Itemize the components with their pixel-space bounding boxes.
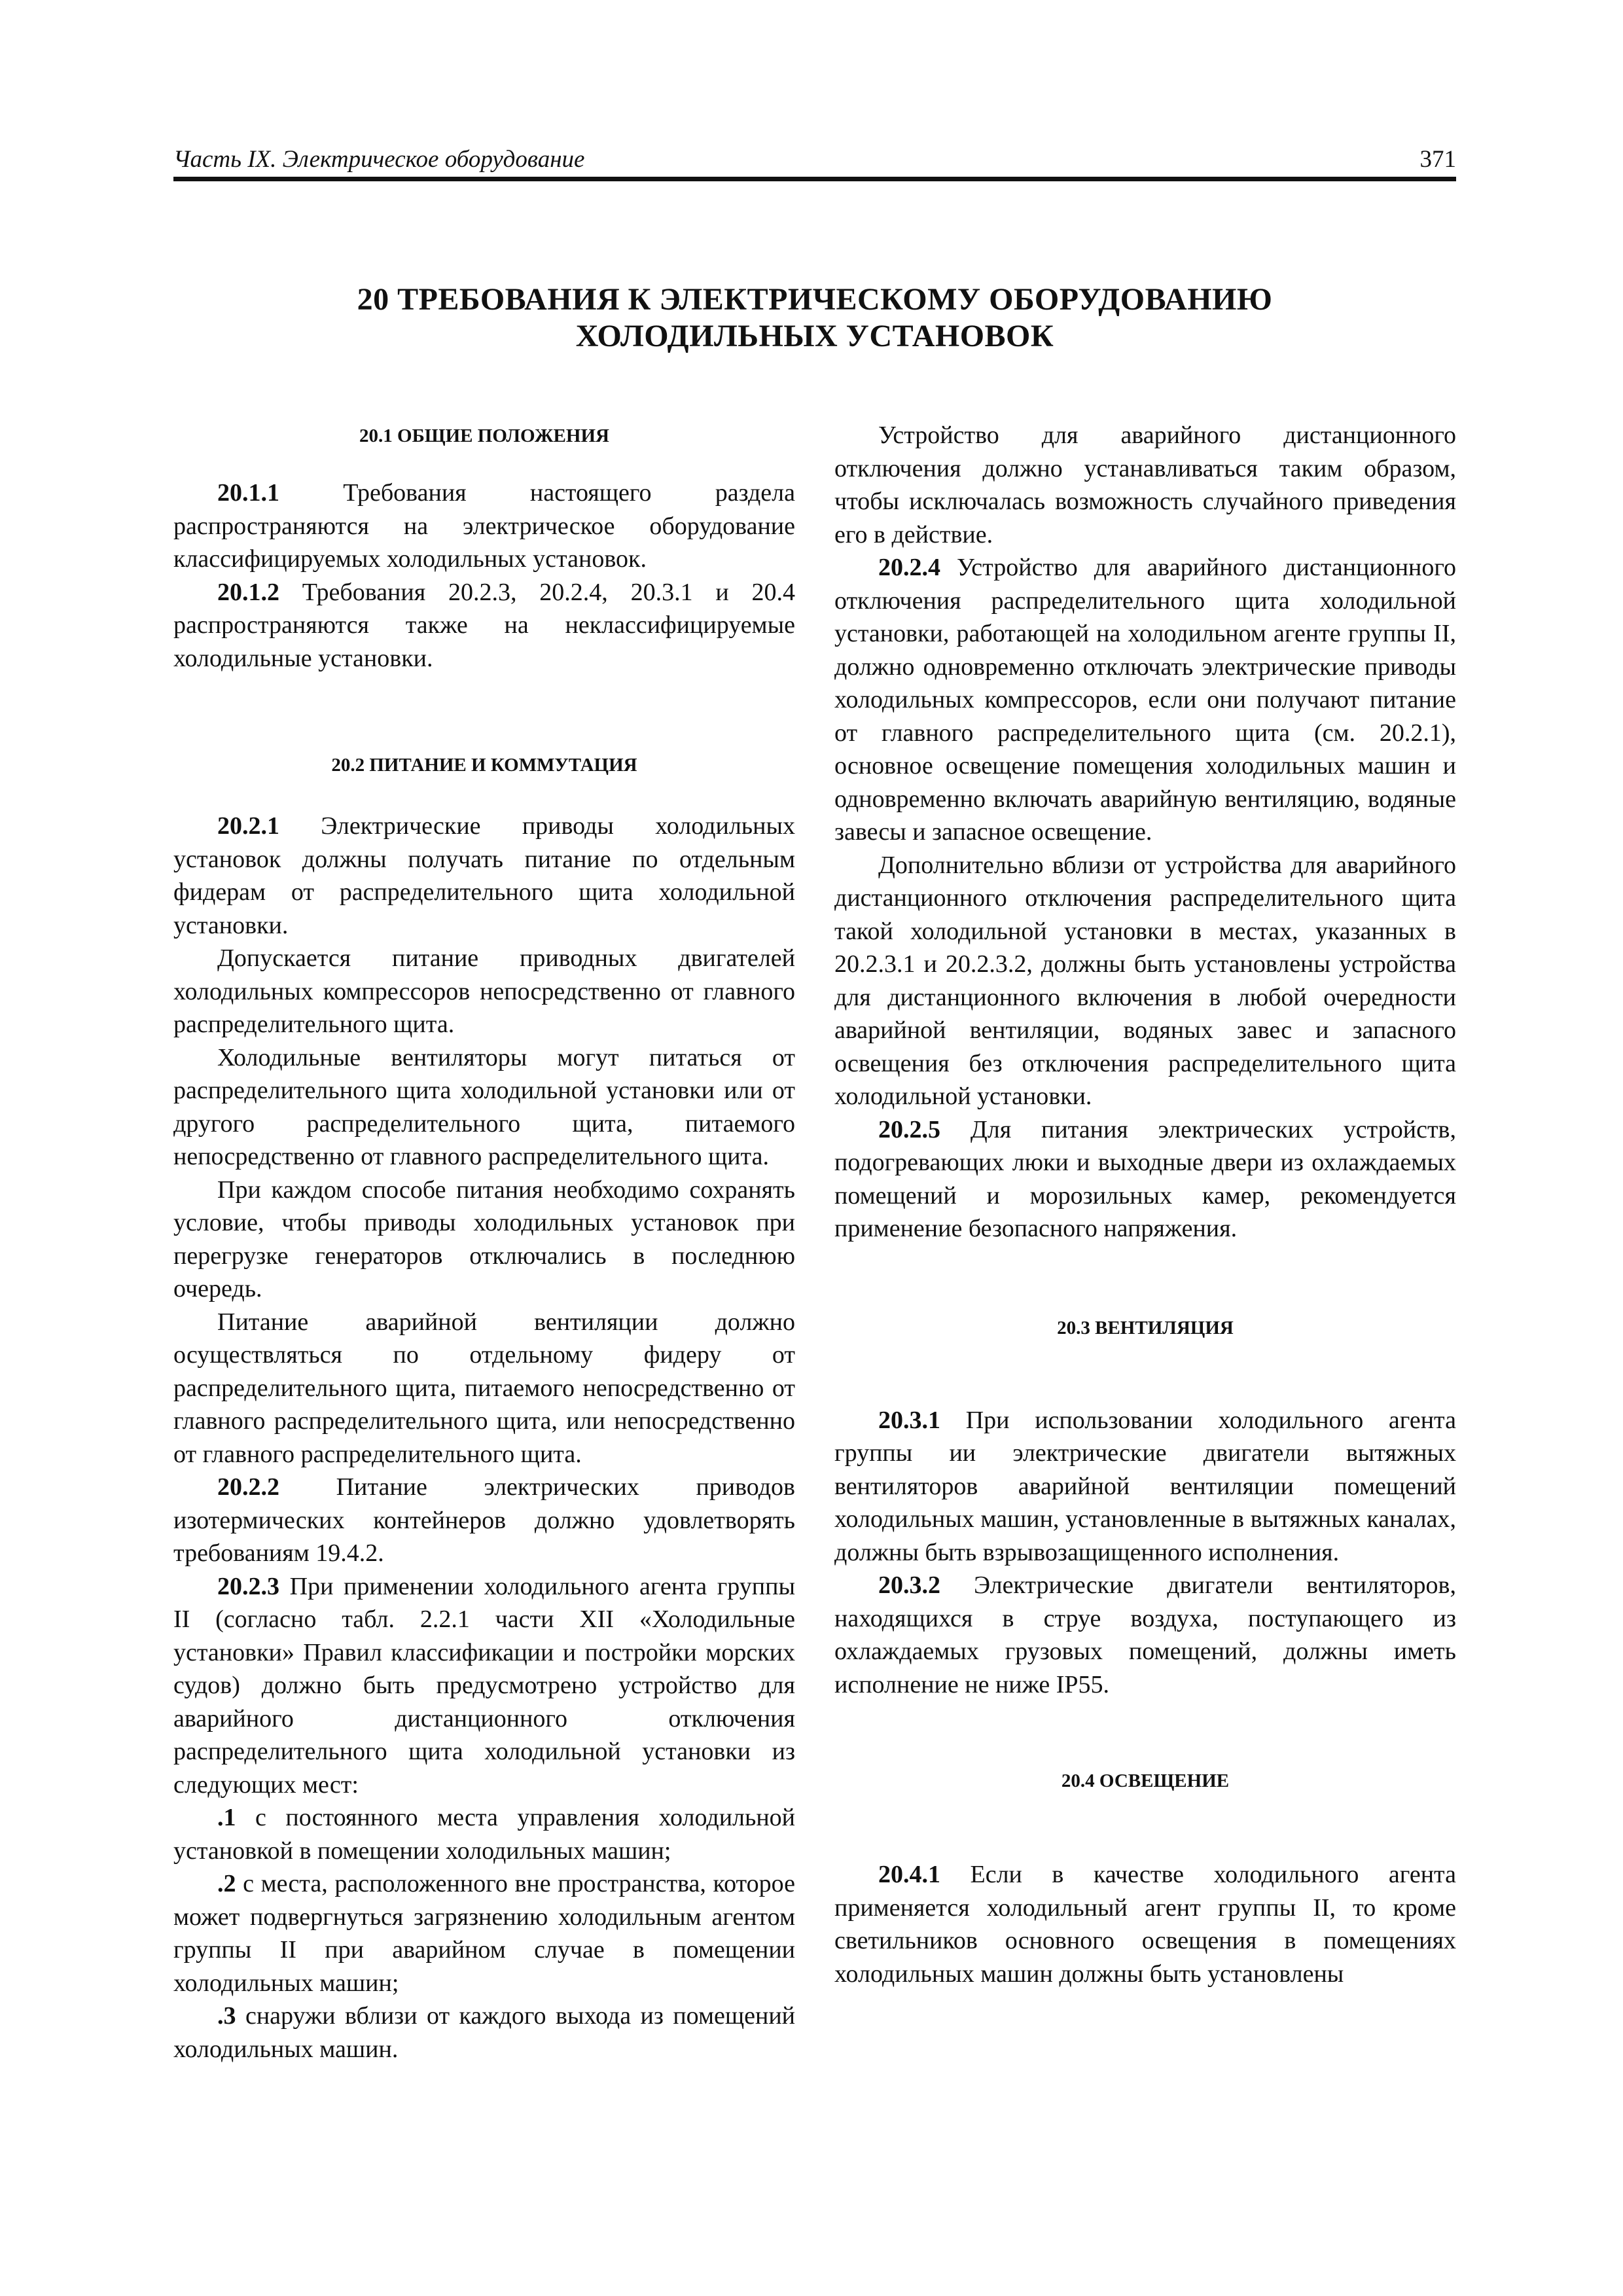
section-heading-20-3: 20.3 ВЕНТИЛЯЦИЯ (1057, 1317, 1234, 1338)
header-rule (173, 177, 1456, 181)
clause-text: Электрические двигатели вентиляторов, находящихся в струе воздуха, поступающего из охлаждаемых грузовых помещений, должны иметь исполнение не ниже IP55. (834, 1571, 1456, 1698)
list-item-2 (173, 1867, 795, 2000)
clause-text: Электрические приводы холодильных установок должны получать питание по отдельным фидерам от распределительного щита холодильной установки. (173, 812, 795, 939)
clause-number: 20.2.4 (878, 554, 940, 581)
paragraph-20-1-1 (173, 476, 795, 576)
left-column (173, 419, 795, 2066)
clause-number: 20.2.1 (217, 812, 279, 840)
clause-text: Устройство для аварийного дистанционного отключения распределительного щита холодильной установки, работающей на холодильном агенте группы II, должно одновременно отключать электрические приводы холодильных компрессоров, если они получают питание от главного распределительного щита (см. 20.2.1), основное освещение помещения холодильных машин и одновременно включать аварийную вентиляцию, водяные завесы и запасное освещение. (834, 554, 1456, 846)
section-heading-20-4: 20.4 ОСВЕЩЕНИЕ (1061, 1770, 1230, 1791)
clause-number: 20.1.2 (217, 578, 279, 606)
paragraph-20-2-1 (173, 810, 795, 942)
paragraph-20-3-2 (834, 1569, 1456, 1701)
clause-number: 20.3.1 (878, 1406, 940, 1434)
clause-text: При применении холодильного агента группы II (согласно табл. 2.2.1 части XII «Холодильные установки» Правил классификации и постройки морских судов) должно быть предусмотрено устройство для аварийного дистанционного отключения распределительного щита холодильной установки из следующих мест: (173, 1572, 795, 1799)
page-number: 371 (1419, 146, 1456, 173)
header-part-title: Часть IX. Электрическое оборудование (173, 146, 585, 173)
paragraph-20-2-4 (834, 551, 1456, 849)
paragraph-emergency-ventilation-supply: Питание аварийной вентиляции должно осуществляться по отдельному фидеру от распределительного щита, питаемого непосредственно от главного распределительного щита, или непосредственно от главного распределительного щита. (173, 1308, 795, 1468)
clause-text: Питание электрических приводов изотермических контейнеров должно удовлетворять требованиям 19.4.2. (173, 1473, 795, 1567)
section-heading-20-2: 20.2 ПИТАНИЕ И КОММУТАЦИЯ (331, 755, 637, 776)
clause-number: 20.4.1 (878, 1861, 940, 1888)
item-text: с постоянного места управления холодильной установкой в помещении холодильных машин; (173, 1804, 795, 1865)
section-heading-20-1: 20.1 ОБЩИЕ ПОЛОЖЕНИЯ (359, 425, 609, 446)
chapter-title-line1: 20 ТРЕБОВАНИЯ К ЭЛЕКТРИЧЕСКОМУ ОБОРУДОВАНИЮ (357, 282, 1273, 317)
clause-number: 20.2.3 (217, 1572, 279, 1600)
list-item-3 (173, 2000, 795, 2066)
paragraph-20-2-3 (173, 1570, 795, 1802)
paragraph-20-3-1 (834, 1404, 1456, 1570)
clause-text: Требования 20.2.3, 20.2.4, 20.3.1 и 20.4 распространяются также на неклассифицируемые холодильные установки. (173, 578, 795, 672)
clause-number: 20.1.1 (217, 479, 279, 507)
list-item-1 (173, 1801, 795, 1867)
item-number: .1 (217, 1804, 236, 1831)
item-text: снаружи вблизи от каждого выхода из помещений холодильных машин. (173, 2002, 795, 2063)
paragraph-supply-condition: При каждом способе питания необходимо сохранять условие, чтобы приводы холодильных установок при перегрузке генераторов отключались в последнюю очередь. (173, 1175, 795, 1302)
paragraph-20-4-1 (834, 1858, 1456, 1990)
right-column (834, 419, 1456, 1990)
clause-number: 20.2.2 (217, 1473, 279, 1501)
chapter-title (173, 281, 1456, 355)
paragraph-fans: Холодильные вентиляторы могут питаться от распределительного щита холодильной установки или от другого распределительного щита, питаемого непосредственно от главного распределительного щита. (173, 1043, 795, 1170)
clause-text: При использовании холодильного агента группы ии электрические двигатели вытяжных вентиляторов аварийной вентиляции помещений холодильных машин, установленные в вытяжных каналах, должны быть взрывозащищенного исполнения. (834, 1406, 1456, 1566)
paragraph-additional-devices: Дополнительно вблизи от устройства для аварийного дистанционного отключения распределительного щита такой холодильной установки в местах, указанных в 20.2.3.1 и 20.2.3.2, должны быть установлены устройства для дистанционного включения в любой очередности аварийной вентиляции, водяных завес и запасного освещения без отключения распределительного щита холодильной установки. (834, 851, 1456, 1110)
item-number: .3 (217, 2002, 236, 2030)
item-number: .2 (217, 1870, 236, 1897)
paragraph-device-installation: Устройство для аварийного дистанционного отключения должно устанавливаться таким образом, чтобы исключалась возможность случайного приведения его в действие. (834, 422, 1456, 548)
paragraph-20-2-2 (173, 1471, 795, 1570)
clause-number: 20.3.2 (878, 1571, 940, 1599)
paragraph-20-1-2 (173, 576, 795, 675)
item-text: с места, расположенного вне пространства, которое может подвергнуться загрязнению холодильным агентом группы II при аварийном случае в помещении холодильных машин; (173, 1870, 795, 1997)
paragraph-20-2-5 (834, 1113, 1456, 1246)
paragraph-permitted-supply: Допускается питание приводных двигателей холодильных компрессоров непосредственно от главного распределительного щита. (173, 944, 795, 1038)
clause-text: Если в качестве холодильного агента применяется холодильный агент группы II, то кроме светильников основного освещения в помещениях холодильных машин должны быть установлены (834, 1861, 1456, 1988)
clause-text: Для питания электрических устройств, подогревающих люки и выходные двери из охлаждаемых помещений и морозильных камер, рекомендуется применение безопасного напряжения. (834, 1115, 1456, 1242)
clause-text: Требования настоящего раздела распространяются на электрическое оборудование классифицируемых холодильных установок. (173, 479, 795, 573)
chapter-title-line2: ХОЛОДИЛЬНЫХ УСТАНОВОК (575, 319, 1054, 353)
clause-number: 20.2.5 (878, 1115, 940, 1143)
